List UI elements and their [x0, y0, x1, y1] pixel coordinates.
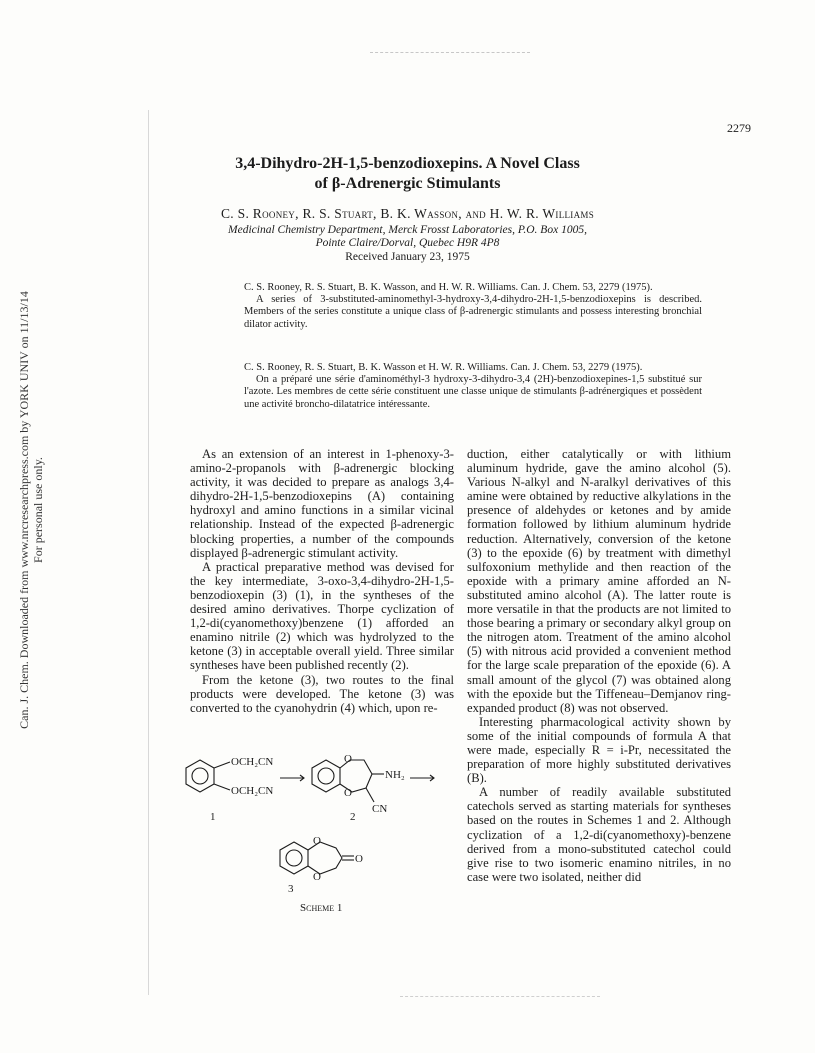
affiliation-line-2: Pointe Claire/Dorval, Quebec H9R 4P8 — [315, 237, 500, 249]
amine-group: NH₂ — [385, 769, 405, 781]
paragraph: From the ketone (3), two routes to the final products were developed. The ketone (3) was converted to the cyanohydrin (4) which, upon re- — [190, 672, 454, 715]
received-date: Received January 23, 1975 — [345, 251, 470, 263]
title-line-1: 3,4-Dihydro-2H-1,5-benzodioxepins. A Novel Class — [235, 155, 580, 172]
ring-oxygen-2b: O — [344, 787, 352, 799]
nitrile-group: CN — [372, 803, 388, 815]
affiliation-line-1: Medicinal Chemistry Department, Merck Frosst Laboratories, P.O. Box 1005, — [228, 224, 587, 236]
benzene-ring-1 — [186, 760, 214, 792]
article-title — [150, 154, 665, 194]
scan-artifact-bottom — [400, 996, 600, 998]
paragraph: As an extension of an interest in 1-phenoxy-3-amino-2-propanols with β-adrenergic blocking activity, it was decided to prepare as analogs 3,4-dihydro-2H-1,5-benzodioxepins (A) containing hydroxyl and amino functions in a similar vicinal relationship. Instead of the expected β-adrenergic blocking properties, a number of the compounds displayed β-adrenergic stimulant activity. — [190, 447, 454, 560]
abstract-french-citation: C. S. Rooney, R. S. Stuart, B. K. Wasson et H. W. R. Williams. Can. J. Chem. 53, 2279 (1975). — [244, 362, 643, 373]
gutter-shadow — [148, 110, 149, 995]
scheme-caption: Scheme 1 — [300, 902, 343, 914]
paragraph: duction, either catalytically or with lithium aluminum hydride, gave the amino alcohol (5). Various N-alkyl and N-aralkyl derivatives of this amine were obtained by reductive alkylations in the presence of aldehydes or ketones and by amide formation followed by lithium aluminum hydride reduction. Alternatively, conversion of the ketone (3) to the epoxide (6) by treatment with dimethyl sulfoxonium methylide and then reaction of the epoxide with a primary amine afforded an N-substituted amino alcohol (A). The latter route is more versatile in that the products are not limited to those bearing a primary or secondary alkyl group on the nitrogen atom. Treatment of the amino alcohol (5) with nitrous acid provided a convenient method for the large scale preparation of the epoxide (6). A small amount of the glycol (7) was obtained along with the epoxide but the Tiffeneau–Demjanov ring-expanded product (8) was not observed. — [467, 447, 731, 715]
ring-oxygen-3a: O — [313, 835, 321, 847]
compound-number-1: 1 — [210, 811, 216, 823]
page-number: 2279 — [727, 121, 751, 135]
paragraph: A practical preparative method was devised for the key intermediate, 3-oxo-3,4-dihydro-2H-1,5-benzodioxepin (3) (1), in the syntheses of the desired amino derivatives. Thorpe cyclization of 1,2-di(cyanomethoxy)benzene (1) afforded an enamino nitrile (2) which was hydrolyzed to the ketone (3) in acceptable overall yield. Three similar syntheses have been published recently (2). — [190, 559, 454, 673]
affiliation — [150, 224, 665, 250]
body-column-left — [190, 447, 454, 715]
benzene-ring-2 — [312, 760, 340, 792]
abstract-english — [244, 282, 702, 331]
carbonyl-oxygen: O — [355, 853, 363, 865]
compound-number-3: 3 — [288, 883, 294, 895]
ring-oxygen-3b: O — [313, 871, 321, 883]
abstract-french — [244, 362, 702, 411]
compound-number-2: 2 — [350, 811, 356, 823]
paragraph: A number of readily available substituted catechols served as starting materials for syntheses based on the routes in Schemes 1 and 2. Although cyclization of a 1,2-di(cyanomethoxy)-benzene derived from a mono-substituted catechol could give rise to two isomeric enamino nitriles, in no case were two isolated, neither did — [467, 785, 731, 884]
download-notice-line2: For personal use only. — [30, 457, 45, 563]
body-column-right — [467, 447, 731, 884]
abstract-english-text: A series of 3-substituted-aminomethyl-3-hydroxy-3,4-dihydro-2H-1,5-benzodioxepins is described. Members of the series constitute a unique class of β-adrenergic stimulants and possess interesting bronchial dilator activity. — [244, 294, 702, 330]
ring-oxygen-2a: O — [344, 753, 352, 765]
paragraph: Interesting pharmacological activity shown by some of the initial compounds of formula A that were made, especially R = i-Pr, necessitated the preparation of more highly substituted derivatives (B). — [467, 714, 731, 786]
substituent-och2cn-top: OCH₂CN — [231, 756, 274, 768]
download-notice — [17, 290, 45, 730]
title-line-2: of β-Adrenergic Stimulants — [314, 175, 501, 192]
download-notice-line1: Can. J. Chem. Downloaded from www.nrcresearchpress.com by YORK UNIV on 11/13/14 — [17, 291, 31, 729]
abstract-french-text: On a préparé une série d'aminométhyl-3 hydroxy-3-dihydro-3,4 (2H)-benzodioxepines-1,5 substitué sur l'azote. Les membres de cette série constituent une classe unique de stimulants β-adrénergiques et possèdent une activité broncho-dilatatrice intéressante. — [244, 374, 702, 410]
abstract-english-citation: C. S. Rooney, R. S. Stuart, B. K. Wasson, and H. W. R. Williams. Can. J. Chem. 53, 2279 (1975). — [244, 282, 653, 293]
benzene-ring-3 — [280, 842, 308, 874]
scan-artifact-top — [370, 52, 530, 54]
author-list: C. S. Rooney, R. S. Stuart, B. K. Wasson, and H. W. R. Williams — [220, 206, 595, 221]
substituent-och2cn-bottom: OCH₂CN — [231, 785, 274, 797]
